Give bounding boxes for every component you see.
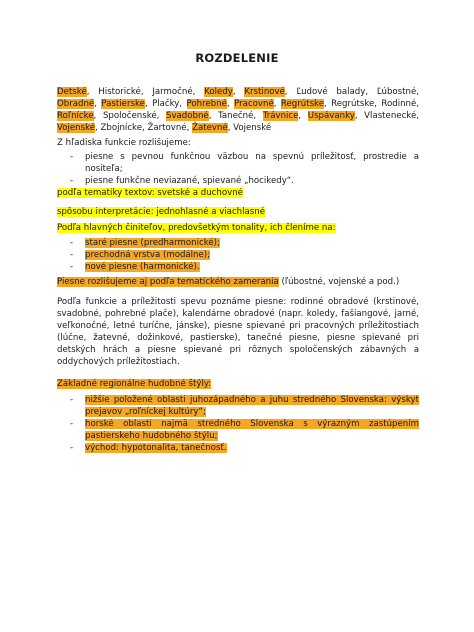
page-title: ROZDELENIE <box>195 51 279 65</box>
genre-separator-text: , <box>273 99 281 109</box>
styles-heading <box>57 378 419 390</box>
thematic-line <box>57 276 419 288</box>
genre-term: Svadobné <box>166 111 209 121</box>
list-item <box>57 442 419 454</box>
list-item <box>57 249 419 261</box>
tonality-line <box>57 222 419 234</box>
list-item <box>57 237 419 249</box>
genre-separator-text: , Spoločenské, <box>93 111 166 121</box>
genre-term: Koledy <box>204 87 233 97</box>
highlighted-text: nové piesne (harmonické). <box>85 262 200 272</box>
function-paragraph: Podľa funkcie a príležitosti spevu poznáme piesne: rodinné obradové (krstinové, svadobné, pohrebné plače), kalendárne obradové (napr. koledy, fašiangové, jarné, veľkonočné, letné turíčne, jánske), piesne spievané pri pracovných príležitostiach (lúčne, žatevné, dožinkové, pastierske), tanečné piesne, piesne spievané pri detských hrách a piesne spievané pri rôznych spoločenských zábavných a oddychových príležitostiach. <box>57 297 419 367</box>
genre-separator-text: , Zbojnícke, Žartovné, <box>95 123 193 133</box>
genre-separator-text: , <box>298 111 308 121</box>
highlighted-text: nižšie položené oblasti juhozápadného a juhu stredného Slovenska: výskyt prejavov „roľníckej kultúry“; <box>85 395 419 417</box>
genre-separator-text: , Regrútske, Rodinné, <box>324 99 420 109</box>
genre-separator-text: , Historické, Jarmočné, <box>86 87 205 97</box>
interpretation-line <box>57 206 419 218</box>
highlighted-text: Piesne rozlišujeme aj podľa tematického zamerania <box>57 277 279 287</box>
genre-list-paragraph <box>57 86 419 134</box>
list-item: - piesne funkčne neviazané, spievané „hocikedy“. <box>57 175 419 187</box>
highlighted-text: Základné regionálne hudobné štýly: <box>57 379 212 389</box>
list-item <box>57 261 419 273</box>
highlighted-text: prechodná vrstva (modálne); <box>85 250 211 260</box>
highlighted-text: horské oblasti najmä stredného Slovenska s výrazným zastúpením pastierskeho hudobného štýlu; <box>85 419 419 441</box>
genre-term: Roľnícke <box>57 111 94 121</box>
highlighted-text: staré piesne (predharmonické); <box>85 238 220 248</box>
genre-term: Vojenské <box>57 123 96 133</box>
thematic-rest: (ľúbostné, vojenské a pod.) <box>278 277 400 287</box>
genre-term: Krstinové <box>244 87 285 97</box>
highlighted-text: spôsobu interpretácie: jednohlasné a viachlasné <box>57 207 265 217</box>
genre-separator-text: , Plačky, <box>144 99 187 109</box>
function-list <box>57 151 419 187</box>
genre-separator-text: , <box>94 99 102 109</box>
highlighted-text: podľa tematiky textov: svetské a duchovné <box>57 188 243 198</box>
genre-term: Detské <box>57 87 87 97</box>
genre-term: Pohrebné <box>186 99 227 109</box>
theme-line <box>57 187 419 199</box>
genre-separator-text: , Tanečné, <box>208 111 263 121</box>
list-item: - piesne s pevnou funkčnou väzbou na spevnú príležitosť, prostredie a nositeľa; <box>57 151 419 175</box>
function-intro: Z hľadiska funkcie rozlišujeme: <box>57 138 191 148</box>
genre-separator-text: , <box>232 87 245 97</box>
list-item <box>57 418 419 442</box>
genre-term: Žatevné <box>192 123 228 133</box>
highlighted-text: východ: hypotonalita, tanečnosť. <box>85 443 227 453</box>
genre-term: Pastierske <box>101 99 145 109</box>
list-item <box>57 394 419 418</box>
tonality-list <box>57 237 419 273</box>
genre-separator-text: , Ľudové balady, Ľúbostné, <box>284 87 419 97</box>
genre-separator-text: , Vlastenecké, <box>354 111 419 121</box>
genre-separator-text: , Vojenské <box>227 123 272 133</box>
genre-separator-text: , <box>226 99 235 109</box>
genre-term: Trávnice <box>262 111 299 121</box>
highlighted-text: Podľa hlavných činiteľov, predovšetkým tonality, ich členíme na: <box>57 223 336 233</box>
genre-term: Obradné <box>57 99 95 109</box>
styles-list <box>57 394 419 454</box>
genre-term: Pracovné <box>234 99 274 109</box>
genre-term: Regrútske <box>280 99 325 109</box>
genre-term: Uspávanky <box>307 111 355 121</box>
